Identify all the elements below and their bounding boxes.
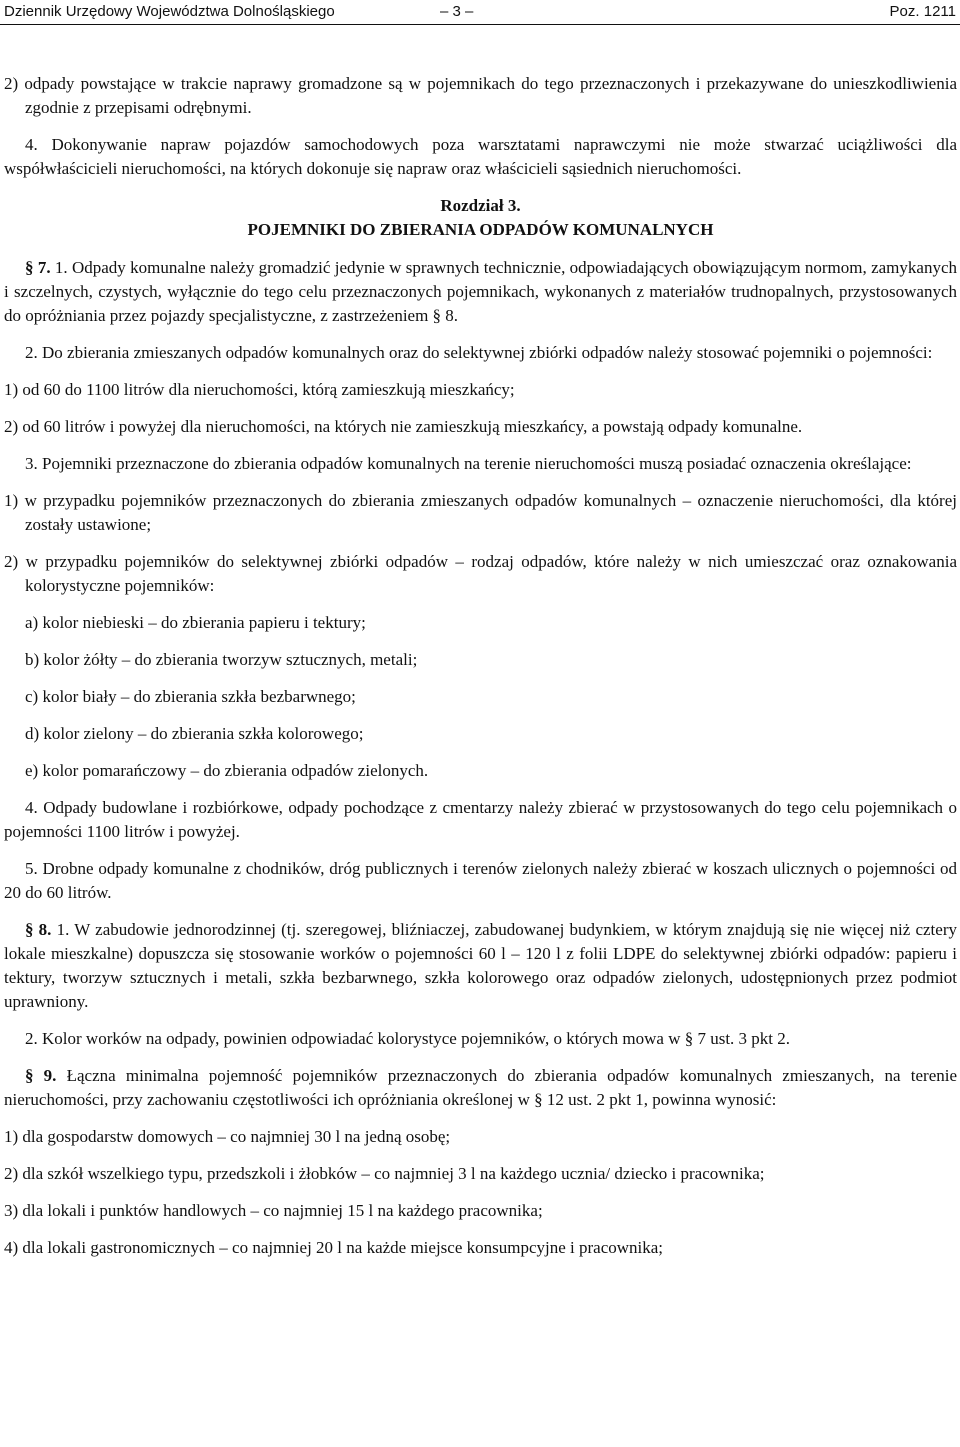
paragraph: 4. Dokonywanie napraw pojazdów samochodowych poza warsztatami naprawczymi nie może stwarzać uciążliwości dla współwłaścicieli nieruchomości, na których dokonuje się napraw oraz właścicieli sąsiednich nieruchomości. xyxy=(4,135,957,178)
list-subitem: a) kolor niebieski – do zbierania papieru i tektury; xyxy=(25,613,366,632)
list-subitem: c) kolor biały – do zbierania szkła bezbarwnego; xyxy=(25,687,356,706)
list-item: 2) w przypadku pojemników do selektywnej zbiórki odpadów – rodzaj odpadów, które należy w nich umieszczać oraz oznakowania kolorystyczne pojemników: xyxy=(4,552,957,595)
journal-title: Dziennik Urzędowy Województwa Dolnośląskiego xyxy=(4,3,335,20)
list-item: 1) w przypadku pojemników przeznaczonych do zbierania zmieszanych odpadów komunalnych – oznaczenie nieruchomości, dla której zostały ustawione; xyxy=(4,491,957,534)
list-subitem: d) kolor zielony – do zbierania szkła kolorowego; xyxy=(25,724,364,743)
list-item: 1) dla gospodarstw domowych – co najmniej 30 l na jedną osobę; xyxy=(4,1127,451,1146)
section-label: § 8. xyxy=(25,920,52,939)
section-7 xyxy=(4,256,957,328)
list-item: 2) dla szkół wszelkiego typu, przedszkoli i żłobków – co najmniej 3 l na każdego ucznia/ dziecko i pracownika; xyxy=(4,1164,765,1183)
paragraph: 2. Kolor worków na odpady, powinien odpowiadać kolorystyce pojemników, o których mowa w § 7 ust. 3 pkt 2. xyxy=(25,1029,791,1048)
paragraph: 2) odpady powstające w trakcie naprawy gromadzone są w pojemnikach do tego przeznaczonych i przekazywane do unieszkodliwienia zgodnie z przepisami odrębnymi. xyxy=(4,74,957,117)
paragraph-text: Łączna minimalna pojemność pojemników przeznaczonych do zbierania odpadów komunalnych zmieszanych, na terenie nieruchomości, przy zachowaniu częstotliwości ich opróżniania określonej w § 12 ust. 2 pkt 1, powinna wynosić: xyxy=(4,1066,958,1109)
page-header xyxy=(0,0,960,25)
position-number: Poz. 1211 xyxy=(889,3,956,20)
chapter-number: Rozdział 3. xyxy=(440,196,521,215)
list-item: 2) od 60 litrów i powyżej dla nieruchomości, na których nie zamieszkują mieszkańcy, a powstają odpady komunalne. xyxy=(4,417,803,436)
page-number: – 3 – xyxy=(440,3,474,20)
list-subitem: e) kolor pomarańczowy – do zbierania odpadów zielonych. xyxy=(25,761,429,780)
list-item: 4) dla lokali gastronomicznych – co najmniej 20 l na każde miejsce konsumpcyjne i pracownika; xyxy=(4,1238,664,1257)
section-8 xyxy=(4,918,957,1014)
paragraph-text: 1. W zabudowie jednorodzinnej (tj. szeregowej, bliźniaczej, zabudowanej budynkiem, w którym znajdują się nie więcej niż cztery lokale mieszkalne) dopuszcza się stosowanie worków o pojemności 60 l – 120 l z folii LDPE do selektywnej zbiórki odpadów: papieru i tektury, tworzyw sztucznych i metali, szkła bezbarwnego, szkła kolorowego oraz odpadów zielonych, udostępnionych przez podmiot uprawniony. xyxy=(4,920,957,1011)
section-9 xyxy=(4,1064,957,1112)
chapter-title: POJEMNIKI DO ZBIERANIA ODPADÓW KOMUNALNYCH xyxy=(247,220,714,239)
paragraph: 5. Drobne odpady komunalne z chodników, dróg publicznych i terenów zielonych należy zbierać w koszach ulicznych o pojemności od 20 do 60 litrów. xyxy=(4,859,957,902)
paragraph: 2. Do zbierania zmieszanych odpadów komunalnych oraz do selektywnej zbiórki odpadów należy stosować pojemniki o pojemności: xyxy=(25,343,933,362)
document-body xyxy=(4,72,957,1273)
section-label: § 9. xyxy=(25,1066,57,1085)
list-subitem: b) kolor żółty – do zbierania tworzyw sztucznych, metali; xyxy=(25,650,418,669)
list-item: 3) dla lokali i punktów handlowych – co najmniej 15 l na każdego pracownika; xyxy=(4,1201,543,1220)
paragraph: 4. Odpady budowlane i rozbiórkowe, odpady pochodzące z cmentarzy należy zbierać w przystosowanych do tego celu pojemnikach o pojemności 1100 litrów i powyżej. xyxy=(4,798,957,841)
paragraph-text: 1. Odpady komunalne należy gromadzić jedynie w sprawnych technicznie, odpowiadających obowiązującym normom, zamykanych i szczelnych, czystych, wyłącznie do tego celu przeznaczonych pojemnikach, wykonanych z materiałów trudnopalnych, przystosowanych do opróżniania przez pojazdy specjalistyczne, z zastrzeżeniem § 8. xyxy=(4,258,957,325)
list-item: 1) od 60 do 1100 litrów dla nieruchomości, którą zamieszkują mieszkańcy; xyxy=(4,380,515,399)
paragraph: 3. Pojemniki przeznaczone do zbierania odpadów komunalnych na terenie nieruchomości muszą posiadać oznaczenia określające: xyxy=(25,454,912,473)
section-label: § 7. xyxy=(25,258,51,277)
